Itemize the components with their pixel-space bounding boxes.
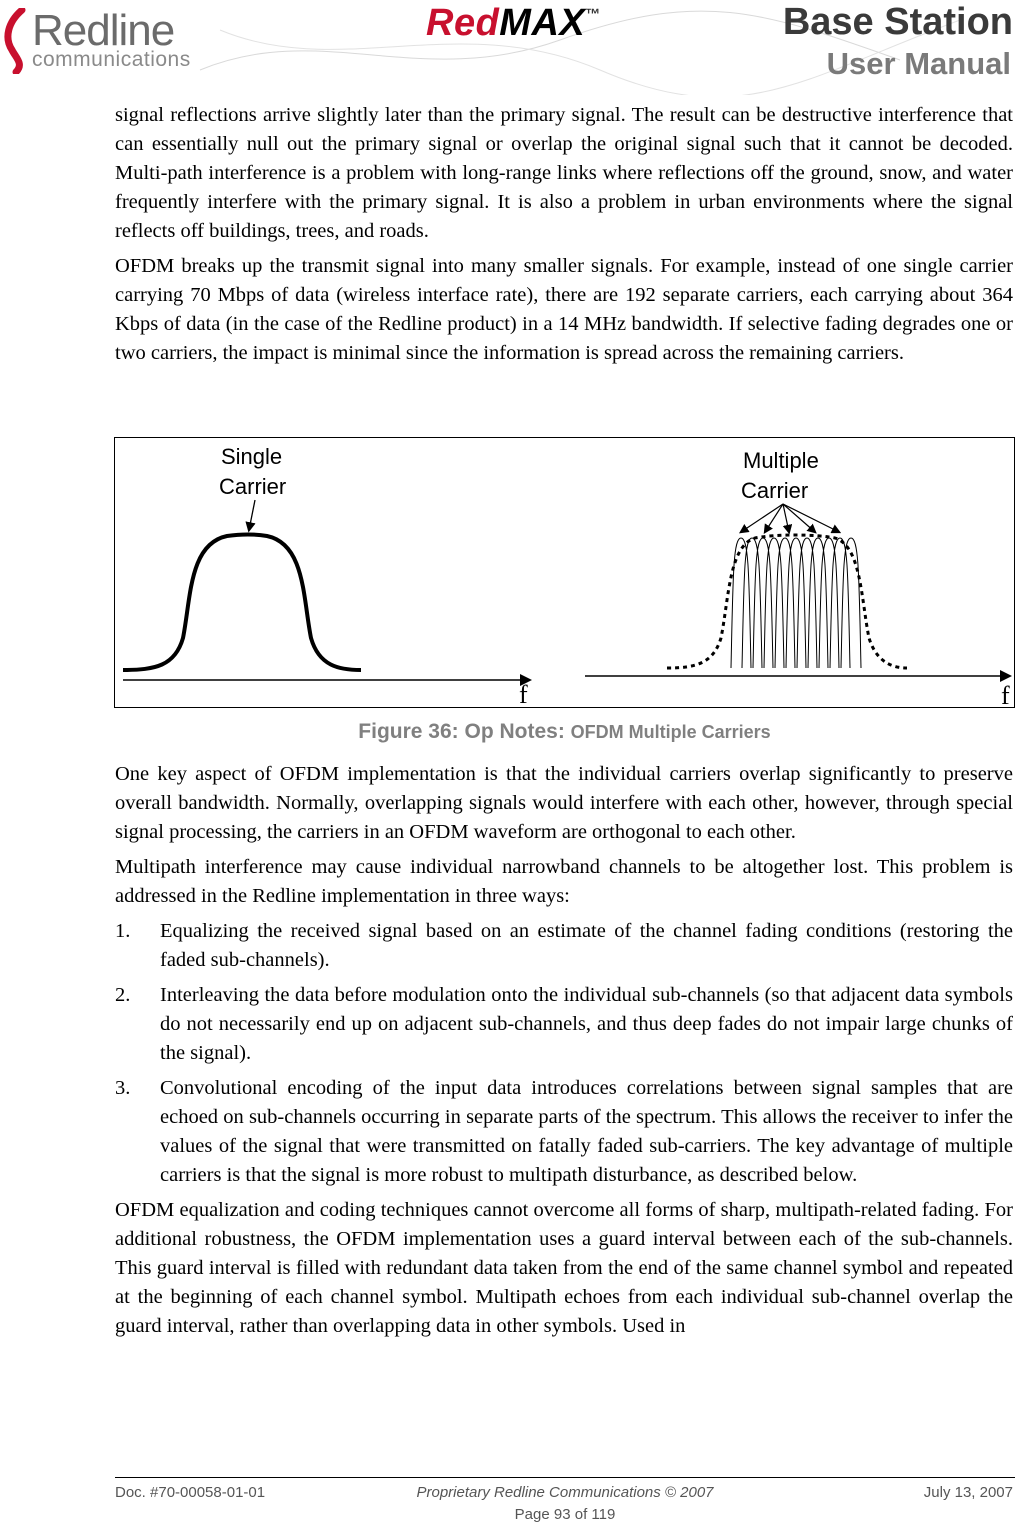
product-brand [426,2,601,45]
logo-swoosh-icon [2,8,32,74]
redline-logo [2,4,207,74]
manual-title: Base Station [782,1,1013,43]
multiple-carrier-label-2: Carrier [741,478,809,503]
subcarrier-curve [731,538,751,668]
single-carrier-label-1: Single [221,444,283,469]
subcarrier-curve [819,538,839,668]
list-item [115,917,1013,975]
body-text-top [115,101,1013,374]
page-header [0,0,1017,95]
subcarrier-curve [753,538,773,668]
subcarrier-curve [830,538,850,668]
manual-subtitle: User Manual [826,46,1011,81]
paragraph: OFDM breaks up the transmit signal into many smaller signals. For example, instead of one single carrier carrying 70 Mbps of data (wireless interface rate), there are 192 separate carriers, each carrying about 364 Kbps of data (in the case of the Redline product) in a 14 MHz bandwidth. If selective fading degrades one or two carriers, the impact is minimal since the information is spread across the remaining carriers. [115,255,1013,364]
right-axis-label: f [1001,681,1010,707]
proprietary-notice: Proprietary Redline Communications © 2007 [416,1484,714,1501]
subcarrier-curve [841,538,861,668]
subcarrier-curve [775,538,795,668]
subcarrier-curve [797,538,817,668]
ofdm-figure [114,437,1015,708]
left-axis-label: f [519,680,528,707]
list-item [115,1074,1013,1190]
list-text: Equalizing the received signal based on an estimate of the channel fading conditions (restoring the faded sub-channels). [160,920,1013,971]
footer-divider [115,1477,1015,1478]
page-number: Page 93 of 119 [514,1506,616,1523]
subcarrier-curve [808,538,828,668]
paragraph: Multipath interference may cause individual narrowband channels to be altogether lost. This problem is addressed in the Redline implementation in three ways: [115,856,1013,907]
subcarrier-curve [764,538,784,668]
paragraph: signal reflections arrive slightly later than the primary signal. The result can be destructive interference that can essentially null out the primary signal or overlap the original signal such that it cannot be decoded. Multi-path interference is a problem with long-range links where reflections off the ground, snow, and water frequently interfere with the primary signal. It is also a problem in urban environments where the signal reflects off buildings, trees, and roads. [115,104,1013,242]
list-number: 3. [115,1077,131,1099]
list-number: 1. [115,920,131,942]
multi-carrier-envelope [667,535,907,668]
body-text-bottom [115,760,1013,1347]
doc-date: July 13, 2007 [923,1484,1013,1501]
trademark-symbol: ™ [585,6,601,23]
logo-wordmark: Redline [32,6,175,55]
single-carrier-curve [123,535,361,671]
subcarrier-curve [742,538,762,668]
figure-caption [114,720,1015,744]
caption-main: Figure 36: Op Notes: [358,720,571,743]
paragraph: One key aspect of OFDM implementation is that the individual carriers overlap significantly to preserve overall bandwidth. Normally, overlapping signals would interfere with each other, however, through special signal processing, the carriers in an OFDM waveform are orthogonal to each other. [115,763,1013,843]
paragraph: OFDM equalization and coding techniques cannot overcome all forms of sharp, multipath-related fading. For additional robustness, the OFDM implementation uses a guard interval between each of the sub-channels. This guard interval is filled with redundant data taken from the end of the same channel symbol and repeated at the beginning of each channel symbol. Multipath echoes from each individual sub-channel overlap the guard interval, rather than overlapping data in other symbols. Used in [115,1199,1013,1337]
multiple-carrier-label-1: Multiple [743,448,819,473]
list-text: Convolutional encoding of the input data introduces correlations between signal samples that are echoed on sub-channels occurring in separate parts of the spectrum. This allows the receiver to infer the values of the signal that were transmitted on fatally faded sub-carriers. The key advantage of multiple carriers is that the signal is more robust to multipath disturbance, as described below. [160,1077,1013,1186]
subcarrier-group [731,538,861,668]
logo-tagline: communications [32,48,191,71]
list-number: 2. [115,984,131,1006]
list-text: Interleaving the data before modulation onto the individual sub-channels (so that adjacent data symbols do not necessarily end up on adjacent sub-channels, and thus deep fades do not impair large chunks of the signal). [160,984,1013,1064]
caption-title: OFDM Multiple Carriers [570,722,771,742]
list-item [115,981,1013,1068]
single-carrier-arrow [249,500,255,530]
subcarrier-curve [786,538,806,668]
single-carrier-label-2: Carrier [219,474,287,499]
brand-red-part: Red [426,2,500,44]
multiple-carrier-arrows [741,504,839,532]
brand-black-part: MAX [499,2,586,44]
ofdm-diagram [115,438,1014,707]
doc-number: Doc. #70-00058-01-01 [115,1484,266,1501]
